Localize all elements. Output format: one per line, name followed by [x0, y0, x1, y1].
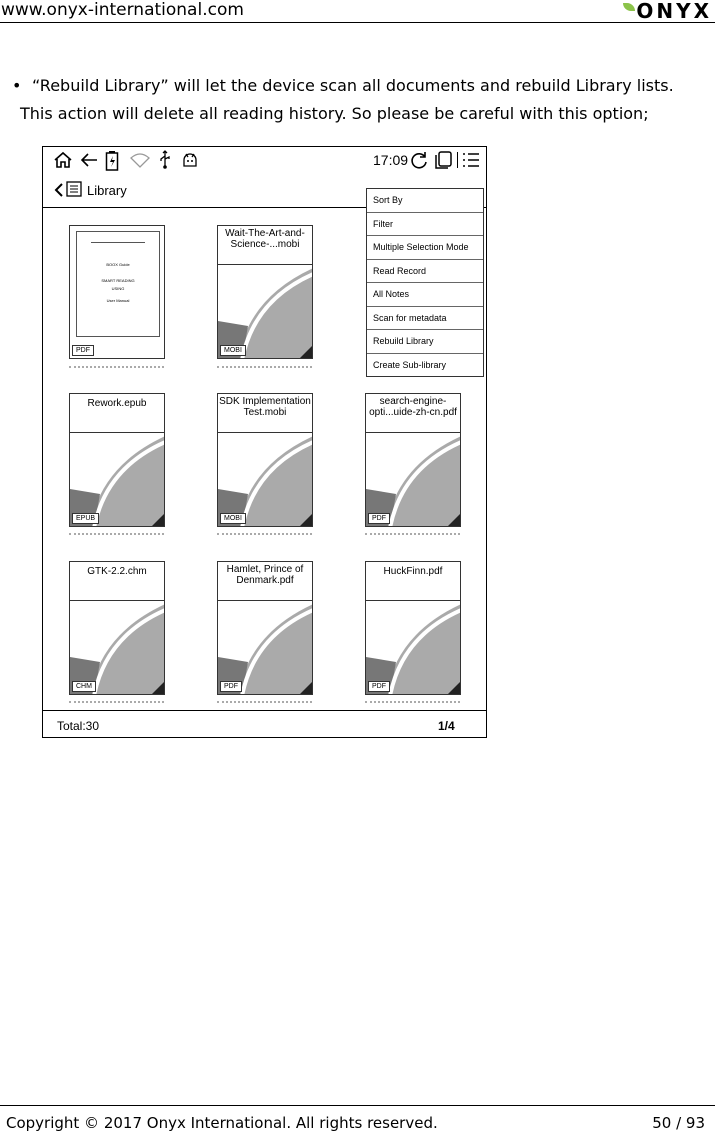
progress-dots — [217, 533, 312, 535]
menu-item-create-sub-library[interactable]: Create Sub-library — [373, 359, 447, 370]
bullet-text: “Rebuild Library” will let the device scan all documents and rebuild Library lists. This action will delete all reading history. So please be careful with this option; — [20, 76, 674, 123]
book-title: Wait-The-Art-and-Science-...mobi — [225, 228, 305, 250]
cover-art-icon — [218, 394, 313, 527]
status-bar — [43, 147, 486, 175]
page-number: 50 / 93 — [652, 1114, 705, 1132]
book-title: search-engine-opti...uide-zh-cn.pdf — [369, 396, 457, 418]
bullet-paragraph — [8, 72, 708, 128]
back-icon[interactable] — [79, 150, 99, 170]
refresh-icon[interactable] — [409, 150, 429, 170]
book-title: Rework.epub — [87, 398, 147, 409]
cover-art-icon — [366, 562, 461, 695]
page-header — [0, 0, 715, 23]
library-options-menu — [366, 188, 484, 377]
progress-dots — [69, 366, 164, 368]
progress-dots — [217, 701, 312, 703]
home-icon[interactable] — [53, 150, 73, 170]
library-title: Library — [87, 183, 127, 198]
menu-item-sort-by[interactable]: Sort By — [367, 189, 483, 213]
battery-icon — [105, 150, 119, 172]
multitask-icon[interactable] — [433, 150, 453, 170]
book-card[interactable] — [217, 561, 313, 695]
progress-dots — [365, 533, 460, 535]
format-tag: MOBI — [220, 513, 246, 524]
format-tag: MOBI — [220, 345, 246, 356]
book-card[interactable] — [69, 561, 165, 695]
cover-text: BOOX Guide — [106, 262, 130, 267]
onyx-logo — [623, 1, 712, 21]
menu-item-all-notes[interactable]: All Notes — [367, 283, 483, 307]
android-icon — [181, 150, 199, 170]
cover-text: User Manual — [106, 298, 130, 303]
format-tag: CHM — [72, 681, 96, 692]
menu-item-read-record[interactable]: Read Record — [367, 260, 483, 284]
chevron-left-icon[interactable] — [54, 182, 64, 198]
book-title: Hamlet, Prince of Denmark.pdf — [226, 564, 304, 586]
book-cover — [76, 231, 160, 337]
cover-art-icon — [70, 394, 165, 527]
brand-text: ONYX — [636, 0, 712, 23]
copyright-text: Copyright © 2017 Onyx International. All rights reserved. — [6, 1114, 438, 1132]
device-screenshot — [42, 146, 487, 738]
format-tag: PDF — [72, 345, 94, 356]
progress-dots — [69, 533, 164, 535]
format-tag: PDF — [368, 681, 390, 692]
format-tag: EPUB — [72, 513, 99, 524]
book-card[interactable] — [217, 393, 313, 527]
progress-dots — [365, 701, 460, 703]
bullet-icon: • — [12, 76, 22, 95]
book-card[interactable] — [365, 393, 461, 527]
wifi-icon — [129, 150, 151, 170]
menu-icon[interactable] — [461, 150, 481, 170]
book-card[interactable] — [365, 561, 461, 695]
menu-item-rebuild-library[interactable]: Rebuild Library — [367, 330, 483, 354]
progress-dots — [217, 366, 312, 368]
site-url: www.onyx-international.com — [1, 0, 244, 20]
progress-dots — [69, 701, 164, 703]
book-title: SDK Implementation Test.mobi — [219, 396, 311, 418]
page-footer — [0, 1105, 715, 1137]
cover-art-icon — [218, 562, 313, 695]
book-title: HuckFinn.pdf — [383, 566, 443, 577]
format-tag: PDF — [368, 513, 390, 524]
menu-item-multiple-selection[interactable]: Multiple Selection Mode — [367, 236, 483, 260]
cover-text: SMART READING — [101, 278, 135, 283]
library-bottom-bar — [43, 710, 486, 738]
book-card[interactable] — [69, 393, 165, 527]
usb-icon — [157, 150, 173, 170]
library-icon — [66, 181, 82, 197]
status-time: 17:09 — [373, 152, 409, 168]
leaf-icon — [623, 3, 635, 11]
book-card[interactable] — [217, 225, 313, 359]
total-count: Total:30 — [57, 719, 100, 733]
cover-art-icon — [366, 394, 461, 527]
cover-art-icon — [218, 226, 313, 359]
cover-text: USING — [111, 286, 125, 291]
format-tag: PDF — [220, 681, 242, 692]
menu-item-filter[interactable]: Filter — [367, 213, 483, 237]
page-indicator[interactable]: 1/4 — [438, 719, 455, 733]
divider — [457, 152, 458, 168]
menu-item-scan-metadata[interactable]: Scan for metadata — [367, 307, 483, 331]
cover-art-icon — [70, 562, 165, 695]
book-title: GTK-2.2.chm — [87, 566, 147, 577]
book-card[interactable] — [69, 225, 165, 359]
